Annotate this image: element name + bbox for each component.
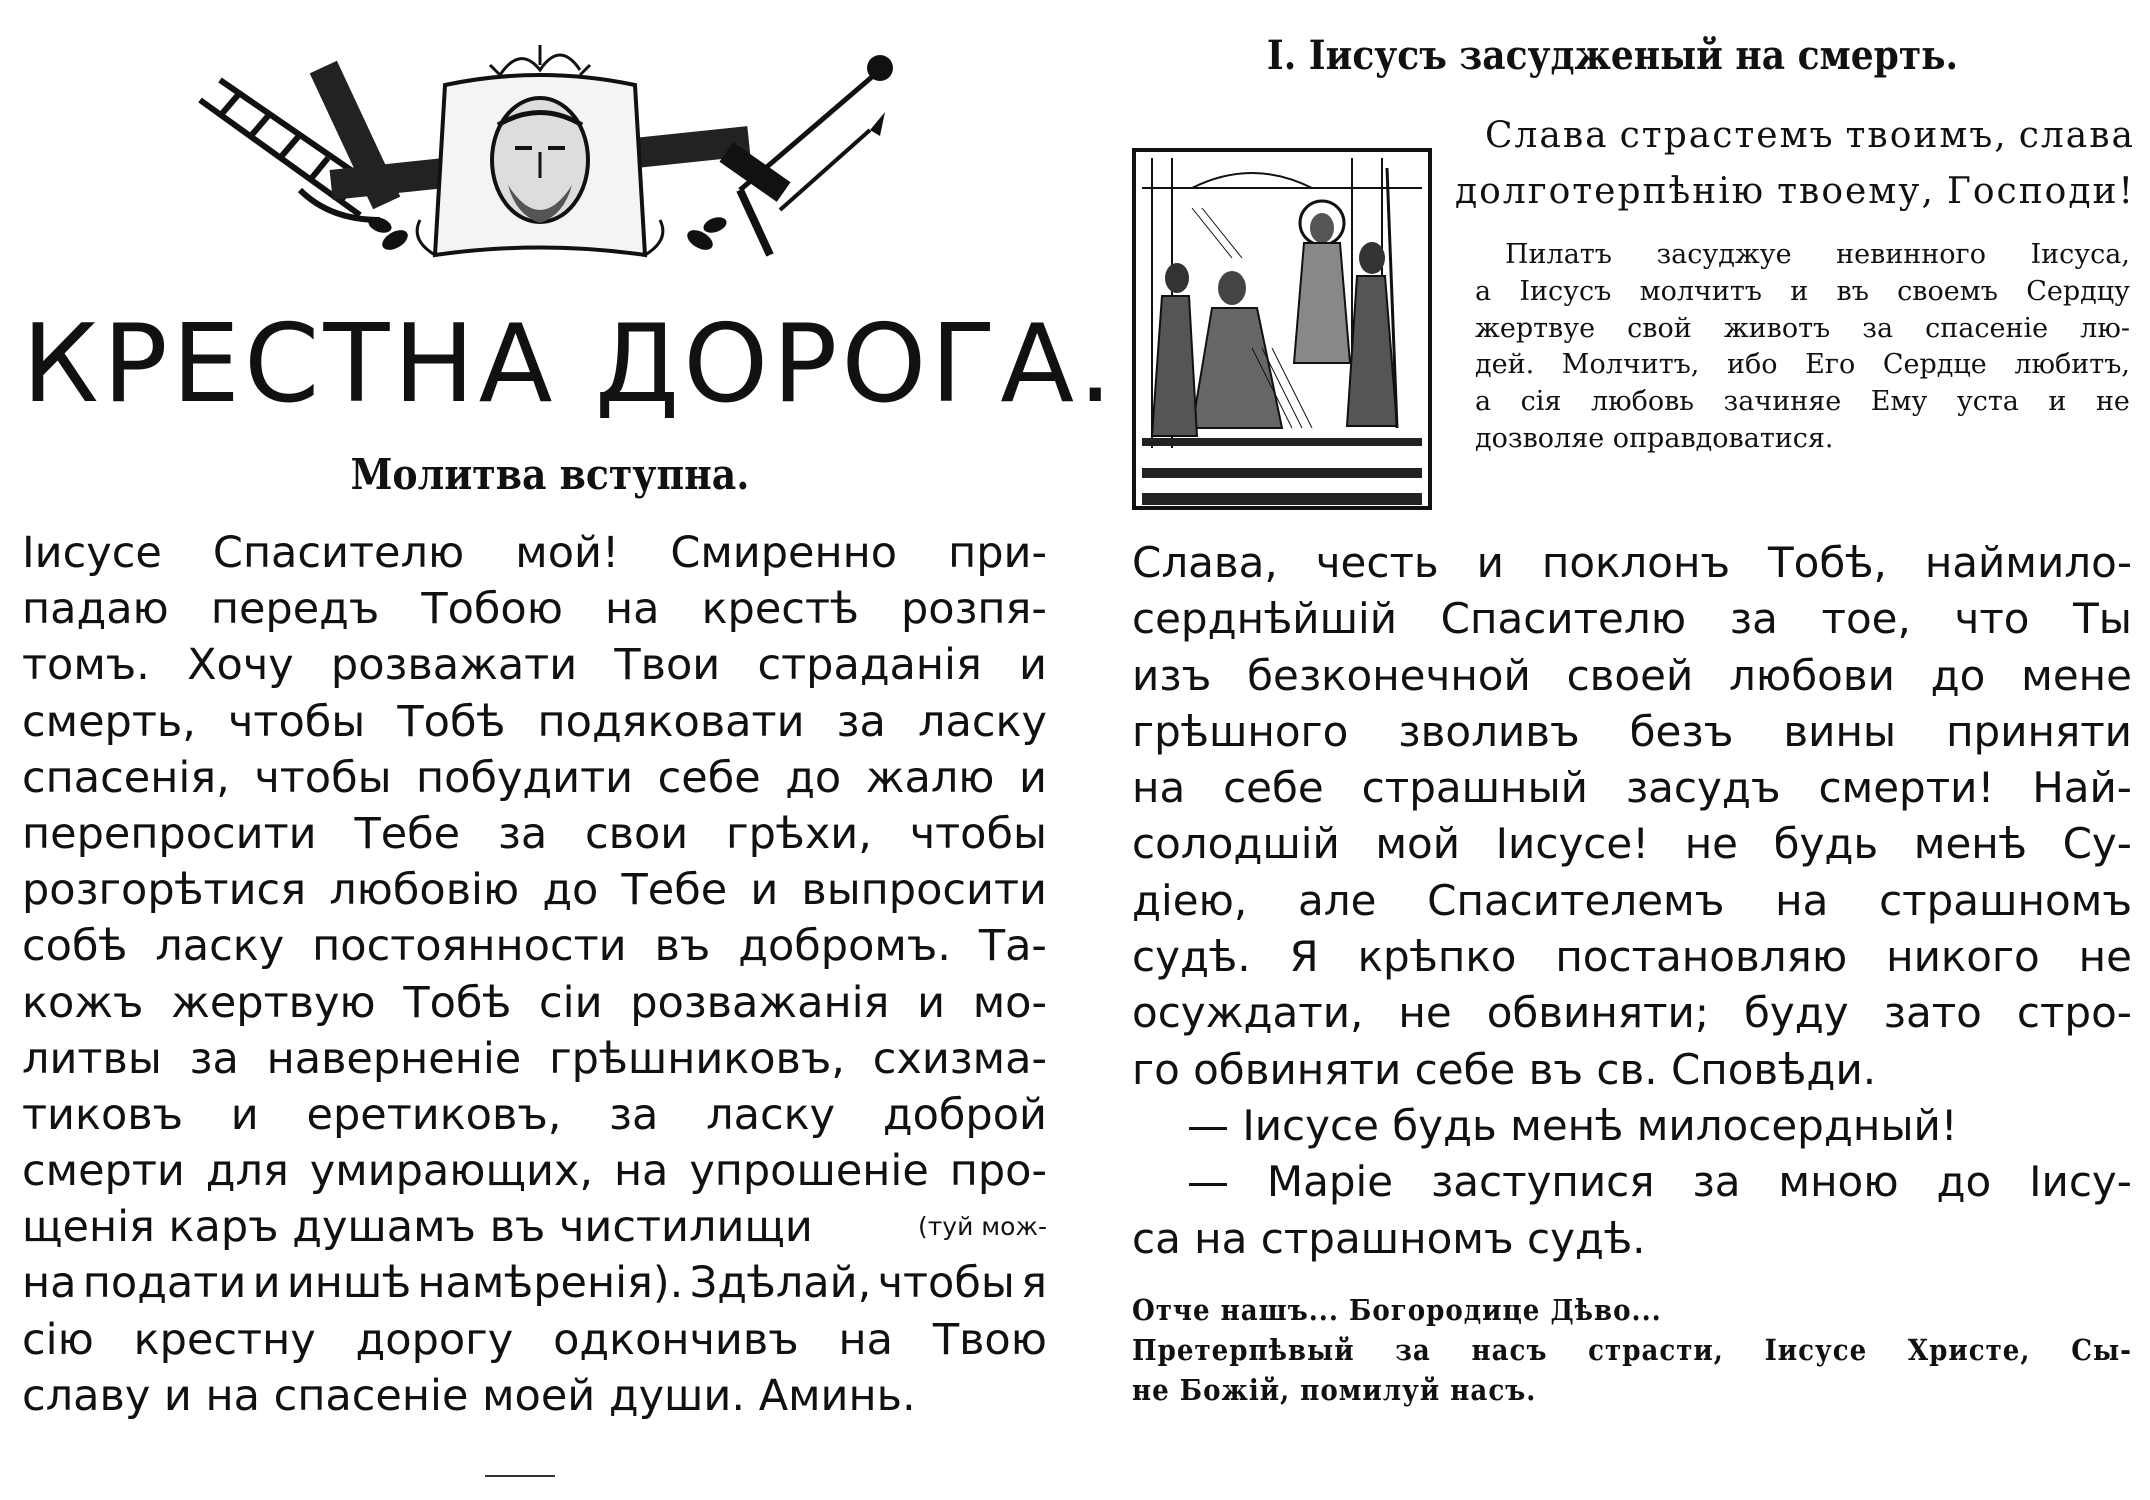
slavonic-acclamation <box>1455 108 2135 220</box>
text-line: томъ. Хочу розважати Твои страданія и <box>22 640 1047 691</box>
station-meditation <box>1475 237 2130 458</box>
invocation-line: — Іисусе будь менѣ милосердный! <box>1187 1100 1958 1150</box>
text-line: спасенія, чтобы побудити себе до жалю и <box>22 752 1047 803</box>
text-line: судѣ. Я крѣпко постановляю никого не <box>1132 932 2132 982</box>
station-prayer <box>1132 535 2132 1267</box>
text-line: а Іисусъ молчитъ и въ своемъ Сердцу <box>1475 275 2130 307</box>
text-line: перепросити Тебе за свои грѣхи, чтобы <box>22 808 1047 859</box>
text-line: Претерпѣвый за насъ страсти, Іисусе Христе, Сы- <box>1132 1333 2132 1367</box>
book-title: КРЕСТНА ДОРОГА. <box>22 302 1117 427</box>
text-line: жертвуе свой животъ за спасеніе лю- <box>1475 312 2130 344</box>
closing-prayers <box>1132 1290 2132 1410</box>
text-line: не Божій, помилуй насъ. <box>1132 1373 1537 1407</box>
station-heading: I. Іисусъ засудженый на смерть. <box>1266 32 1959 79</box>
text-line: славу и на спасеніе моей души. Аминь. <box>22 1370 916 1421</box>
closing-rule <box>485 1475 555 1477</box>
right-page <box>1075 0 2150 1500</box>
text-line: серднѣйшій Спасителю за тое, что Ты <box>1132 594 2132 644</box>
text-line: Пилатъ засуджуе невинного Іисуса, <box>1505 239 2130 270</box>
text-line: Слава, честь и поклонъ Тобѣ, наймило- <box>1132 538 2132 587</box>
text-line: а сія любовь зачиняе Ему уста и не <box>1475 386 2130 418</box>
text-line: кожъ жертвую Тобѣ сіи розважанія и мо- <box>22 977 1047 1028</box>
text-line: Слава страстемъ твоимъ, слава <box>1485 115 2135 156</box>
text-line: щенія каръ душамъ въ чистилищи (туй мож- <box>22 1199 1047 1255</box>
text-line: на подати и иншѣ намѣренія). Здѣлай, чтобы я <box>22 1258 1047 1309</box>
text-line: грѣшного зволивъ безъ вины приняти <box>1132 706 2132 756</box>
text-line: осуждати, не обвиняти; буду зато стро- <box>1132 988 2132 1038</box>
text-line: литвы за наверненіе грѣшниковъ, схизма- <box>22 1033 1047 1084</box>
text-line: падаю передъ Тобою на крестѣ розпя- <box>22 584 1047 635</box>
text-line: сію крестну дорогу одкончивъ на Твою <box>22 1314 1047 1365</box>
text-line: изъ безконечной своей любови до мене <box>1132 650 2132 700</box>
text-line: Іисусе Спасителю мой! Смиренно при- <box>22 528 1047 578</box>
section-subtitle: Молитва вступна. <box>350 450 750 499</box>
veil-of-veronica-emblem <box>180 40 900 270</box>
text-line: са на страшномъ судѣ. <box>1132 1213 1646 1263</box>
text-line: смерть, чтобы Тобѣ подяковати за ласку <box>22 696 1047 747</box>
text-line: собѣ ласку постоянности въ добромъ. Та- <box>22 921 1047 972</box>
text-line: смерти для умирающих, на упрошеніе про- <box>22 1146 1047 1197</box>
text-line: розгорѣтися любовію до Тебе и выпросити <box>22 865 1047 916</box>
text-line: Отче нашъ... Богородице Дѣво... <box>1132 1293 1662 1327</box>
inline-note: (туй мож- <box>917 1212 1047 1242</box>
text-line: дей. Молчитъ, ибо Его Сердце любитъ, <box>1475 349 2130 381</box>
text-line: тиковъ и еретиковъ, за ласку доброй <box>22 1089 1047 1140</box>
text-line: долготерпѣнію твоему, Господи! <box>1455 171 2135 212</box>
text-line: го обвиняти себе въ св. Сповѣди. <box>1132 1044 1877 1094</box>
introductory-prayer <box>22 525 1047 1424</box>
text-line: на себе страшный засудъ смерти! Най- <box>1132 763 2132 813</box>
text-line: солодшій мой Іисусе! не будь менѣ Су- <box>1132 819 2132 869</box>
text-line: діею, але Спасителемъ на страшномъ <box>1132 875 2132 925</box>
text-line: дозволяе оправдоватися. <box>1475 422 1834 454</box>
pilate-judgement-illustration <box>1132 148 1432 510</box>
invocation-line: — Маріе заступися за мною до Іису- <box>1187 1157 2132 1207</box>
